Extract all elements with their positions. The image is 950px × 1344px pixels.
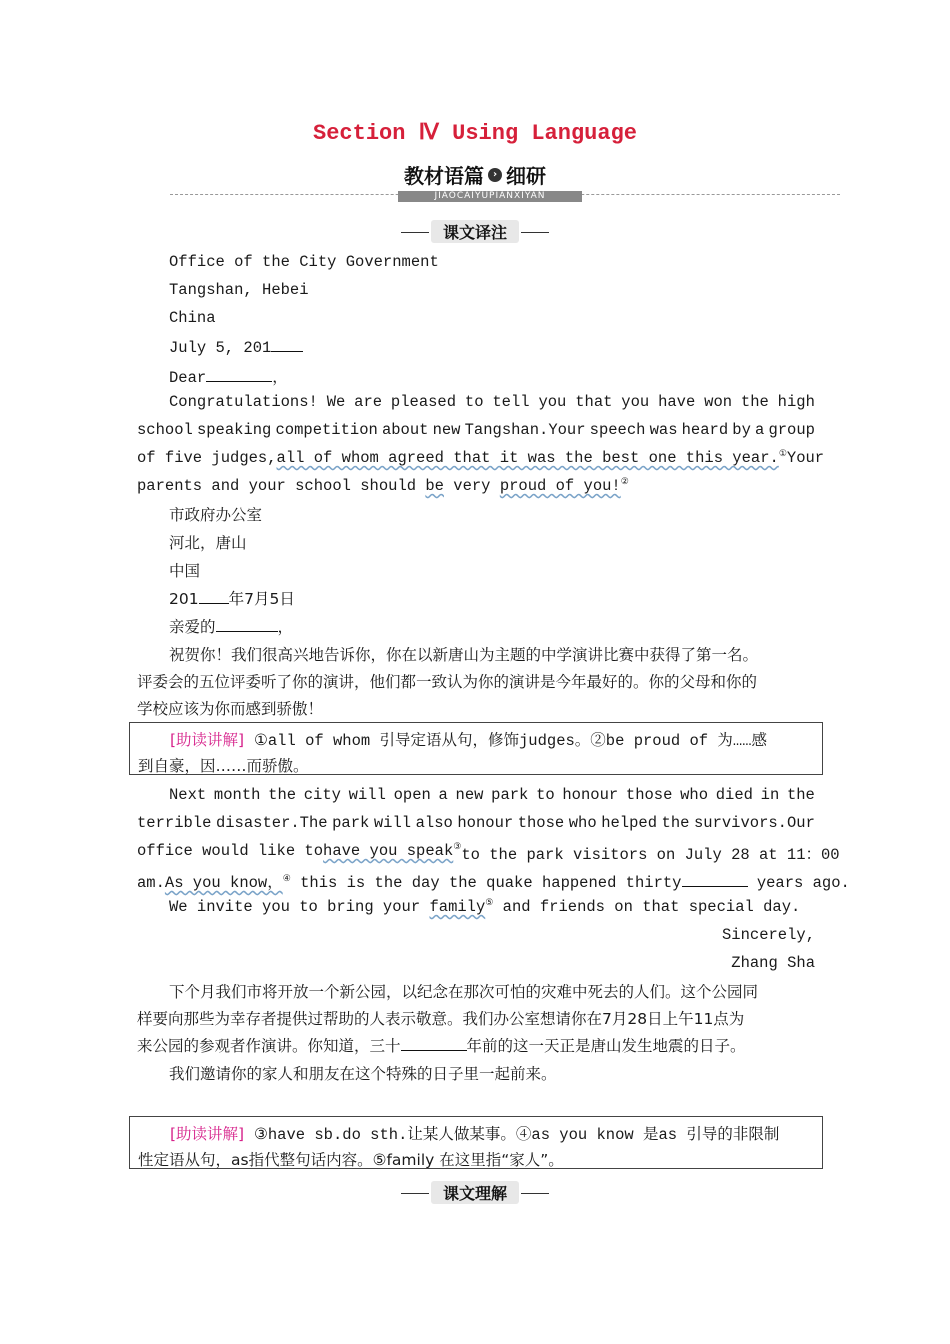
paragraph-2-line-2 bbox=[137, 814, 815, 832]
word: month bbox=[213, 786, 261, 804]
zh-date: 201 年7月5日 bbox=[169, 590, 295, 608]
word: also bbox=[415, 814, 453, 832]
word: city bbox=[303, 786, 341, 804]
salutation: Dear ， bbox=[169, 369, 288, 387]
date-line: July 5, 201 bbox=[169, 337, 303, 357]
address-line-2: Tangshan, Hebei bbox=[169, 281, 309, 299]
word: a bbox=[438, 786, 448, 804]
word: about bbox=[381, 421, 429, 439]
banner-subtitle: JIAOCAIYUPIANXIYAN bbox=[398, 191, 582, 202]
word: those bbox=[625, 786, 673, 804]
word: disaster.The bbox=[215, 814, 328, 832]
word: a bbox=[755, 421, 765, 439]
blank bbox=[206, 367, 272, 382]
section-heading-1: 课文译注 bbox=[0, 220, 950, 243]
word: those bbox=[517, 814, 565, 832]
paragraph-2-line-4: am.As you know，④ this is the day the quake happened thirty years ago. bbox=[137, 873, 850, 892]
word: have bbox=[658, 393, 696, 411]
word: you bbox=[621, 393, 650, 411]
zh-salutation: 亲爱的 ， bbox=[169, 618, 294, 636]
word: survivors.Our bbox=[693, 814, 815, 832]
blank bbox=[216, 617, 278, 632]
word: honour bbox=[562, 786, 619, 804]
zh-paragraph-3: 我们邀请你的家人和朋友在这个特殊的日子里一起前来。 bbox=[169, 1065, 557, 1083]
word: competition bbox=[275, 421, 378, 439]
address-line-3: China bbox=[169, 309, 216, 327]
word: you bbox=[538, 393, 567, 411]
zh-paragraph-1-line-1: 祝贺你！我们很高兴地告诉你，你在以新唐山为主题的中学演讲比赛中获得了第一名。 bbox=[169, 646, 759, 664]
blank bbox=[401, 1036, 467, 1051]
word: terrible bbox=[137, 814, 212, 832]
word: school bbox=[137, 421, 193, 439]
closing: Sincerely, bbox=[721, 926, 815, 944]
zh-paragraph-1-line-3: 学校应该为你而感到骄傲！ bbox=[137, 700, 324, 718]
paragraph-1-line-2 bbox=[137, 421, 815, 439]
note-tag: [助读讲解] bbox=[170, 731, 245, 749]
word: in bbox=[760, 786, 780, 804]
banner-left: 教材语篇 bbox=[404, 164, 484, 188]
word: who bbox=[568, 814, 597, 832]
word: heard bbox=[681, 421, 729, 439]
highlighted-phrase: all of whom agreed that it was the best one this year. bbox=[276, 449, 779, 468]
zh-address-1: 市政府办公室 bbox=[169, 506, 263, 524]
word: to bbox=[536, 786, 555, 804]
zh-paragraph-2-line-3: 来公园的参观者作演讲。你知道，三十 年前的这一天正是唐山发生地震的日子。 bbox=[137, 1037, 746, 1055]
word: the bbox=[268, 786, 297, 804]
word: that bbox=[575, 393, 613, 411]
reading-note-box-1: [助读讲解] ①all of whom 引导定语从句，修饰judges。②be proud of 为……感 到自豪，因……而骄傲。 bbox=[129, 722, 823, 775]
word: was bbox=[649, 421, 678, 439]
word: by bbox=[732, 421, 751, 439]
blank bbox=[682, 872, 748, 887]
word: won bbox=[704, 393, 733, 411]
zh-paragraph-1-line-2: 评委会的五位评委听了你的演讲，他们都一致认为你的演讲是今年最好的。你的父母和你的 bbox=[137, 673, 758, 691]
blank bbox=[271, 337, 303, 352]
zh-address-2: 河北，唐山 bbox=[169, 534, 247, 552]
word: helped bbox=[601, 814, 657, 832]
paragraph-2-line-3: office would like to have you speak③ to the park visitors on July 28 at 11：00 bbox=[137, 842, 840, 864]
word: group bbox=[768, 421, 815, 439]
word: died bbox=[715, 786, 753, 804]
section-banner bbox=[0, 160, 950, 189]
paragraph-1-line-3: of five judges, all of whom agreed that it was the best one this year.① Your bbox=[137, 449, 825, 468]
word: new bbox=[432, 421, 461, 439]
paragraph-1-line-4: parents and your school should be very proud of you!② bbox=[137, 477, 629, 496]
word: open bbox=[393, 786, 431, 804]
word: tell bbox=[492, 393, 530, 411]
word: pleased bbox=[390, 393, 457, 411]
word: will bbox=[373, 814, 412, 832]
word: park bbox=[491, 786, 529, 804]
word: Tangshan.Your bbox=[464, 421, 586, 439]
signature: Zhang Sha bbox=[731, 954, 815, 972]
word: We bbox=[326, 393, 346, 411]
zh-paragraph-2-line-1: 下个月我们市将开放一个新公园，以纪念在那次可怕的灾难中死去的人们。这个公园同 bbox=[169, 983, 759, 1001]
word: are bbox=[354, 393, 383, 411]
paragraph-3: We invite you to bring your family⑤ and friends on that special day. bbox=[169, 898, 801, 917]
page-title: Section Ⅳ Using Language bbox=[313, 121, 637, 146]
word: honour bbox=[457, 814, 514, 832]
word: Next bbox=[169, 786, 207, 804]
note-tag: [助读讲解] bbox=[170, 1125, 245, 1143]
word: the bbox=[740, 393, 769, 411]
word: to bbox=[464, 393, 484, 411]
word: park bbox=[332, 814, 370, 832]
zh-paragraph-2-line-2: 样要向那些为幸存者提供过帮助的人表示敬意。我们办公室想请你在7月28日上午11点为 bbox=[137, 1010, 745, 1028]
banner-right: 细研 bbox=[506, 164, 546, 188]
word: Congratulations! bbox=[169, 393, 318, 411]
address-line-1: Office of the City Government bbox=[169, 253, 439, 271]
word: the bbox=[786, 786, 815, 804]
word: will bbox=[348, 786, 386, 804]
reading-note-box-2: [助读讲解] ③have sb.do sth.让某人做某事。④as you know 是as 引导的非限制 性定语从句，as指代整句话内容。⑤family 在这里指“家人”。 bbox=[129, 1116, 823, 1169]
zh-address-3: 中国 bbox=[169, 562, 201, 580]
section-heading-2: 课文理解 bbox=[0, 1181, 950, 1204]
paragraph-1-line-1 bbox=[169, 393, 815, 411]
word: the bbox=[661, 814, 690, 832]
paragraph-2-line-1 bbox=[169, 786, 815, 804]
word: who bbox=[680, 786, 709, 804]
word: speech bbox=[589, 421, 646, 439]
chevron-right-icon: › bbox=[488, 168, 502, 182]
word: speaking bbox=[196, 421, 272, 439]
word: new bbox=[455, 786, 484, 804]
word: high bbox=[777, 393, 815, 411]
blank bbox=[199, 589, 229, 604]
